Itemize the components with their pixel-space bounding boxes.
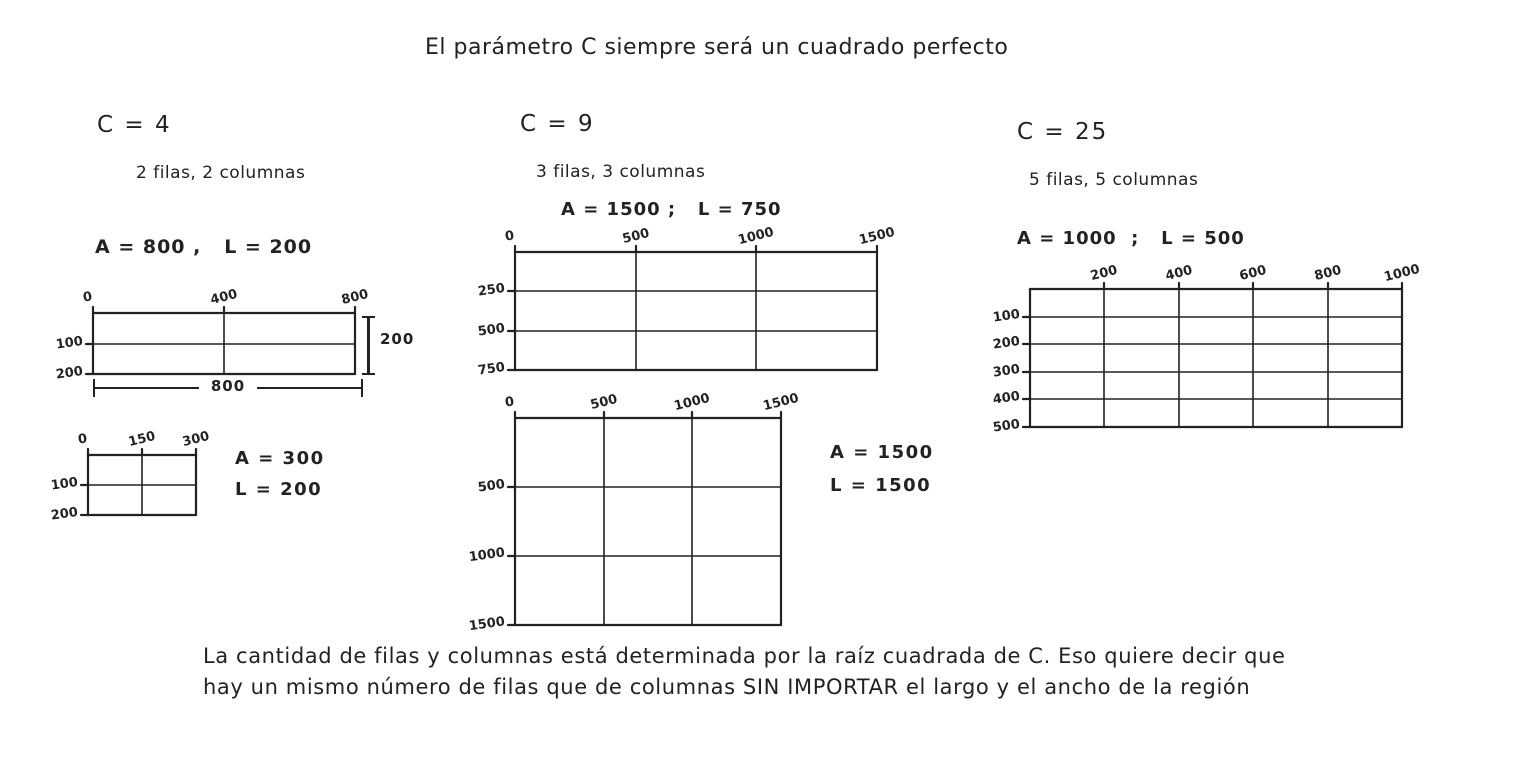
- x-tick-label: 0: [82, 289, 94, 306]
- y-tick-label: 100: [54, 333, 84, 353]
- x-tick-label: 0: [504, 228, 516, 245]
- x-tick-label: 1000: [1382, 261, 1422, 286]
- y-tick-label: 1500: [467, 614, 506, 635]
- x-tick-label: 150: [127, 428, 157, 451]
- c4-small-grid-length-label: L = 200: [235, 479, 323, 500]
- x-tick-label: 0: [77, 431, 89, 448]
- y-tick-label: 750: [476, 359, 506, 379]
- c4-small-grid-area-label: A = 300: [235, 448, 325, 469]
- c25-heading: C = 25: [1017, 119, 1109, 145]
- y-tick-label: 1000: [467, 545, 506, 566]
- c4-height-dimension-label: 200: [380, 330, 415, 348]
- y-tick-label: 500: [991, 416, 1021, 436]
- y-tick-label: 100: [49, 474, 79, 494]
- c9-dimensions-label: A = 1500 ; L = 750: [561, 199, 782, 220]
- x-tick-label: 500: [620, 225, 651, 248]
- c25-rows-cols-label: 5 filas, 5 columnas: [1029, 170, 1199, 190]
- c4-small-grid: [49, 428, 211, 524]
- c4-width-dimension-marker: [93, 379, 363, 397]
- x-tick-label: 800: [340, 286, 370, 309]
- c4-height-dimension-marker: [362, 316, 375, 375]
- c4-width-dimension-label: 800: [210, 377, 246, 395]
- x-tick-label: 800: [1312, 262, 1343, 285]
- footer-explanation-line1: La cantidad de filas y columnas está determinada por la raíz cuadrada de C. Eso quiere decir que: [203, 644, 1286, 668]
- x-tick-label: 300: [181, 428, 211, 451]
- x-tick-label: 600: [1238, 262, 1269, 285]
- c9-square-area-label: A = 1500: [830, 442, 934, 463]
- page-title: El parámetro C siempre será un cuadrado perfecto: [425, 35, 1009, 60]
- c9-heading: C = 9: [520, 111, 595, 137]
- y-tick-label: 100: [991, 306, 1021, 326]
- c4-main-grid: [54, 286, 370, 383]
- c9-square-grid: [467, 390, 801, 635]
- x-tick-label: 500: [588, 391, 619, 414]
- c9-square-length-label: L = 1500: [830, 475, 932, 496]
- c4-dimensions-label: A = 800 , L = 200: [95, 236, 313, 258]
- x-tick-label: 400: [209, 286, 239, 309]
- x-tick-label: 1500: [761, 390, 801, 415]
- y-tick-label: 200: [54, 363, 84, 383]
- x-tick-label: 0: [504, 394, 516, 411]
- y-tick-label: 500: [476, 320, 506, 340]
- y-tick-label: 200: [49, 504, 79, 524]
- x-tick-label: 1000: [736, 224, 776, 249]
- y-tick-label: 500: [476, 476, 506, 496]
- c9-rows-cols-label: 3 filas, 3 columnas: [536, 162, 706, 182]
- footer-explanation-line2: hay un mismo número de filas que de columnas SIN IMPORTAR el largo y el ancho de la región: [203, 675, 1251, 699]
- x-tick-label: 1500: [857, 224, 897, 249]
- x-tick-label: 400: [1163, 262, 1194, 285]
- c25-dimensions-label: A = 1000 ; L = 500: [1017, 228, 1245, 249]
- y-tick-label: 300: [991, 361, 1021, 381]
- c9-wide-grid: [476, 224, 897, 379]
- c25-grid: [991, 261, 1422, 436]
- x-tick-label: 1000: [672, 390, 712, 415]
- x-tick-label: 200: [1089, 262, 1120, 285]
- c4-rows-cols-label: 2 filas, 2 columnas: [136, 163, 306, 183]
- c4-heading: C = 4: [97, 112, 172, 138]
- y-tick-label: 200: [991, 334, 1021, 353]
- y-tick-label: 250: [476, 281, 506, 300]
- y-tick-label: 400: [991, 389, 1021, 408]
